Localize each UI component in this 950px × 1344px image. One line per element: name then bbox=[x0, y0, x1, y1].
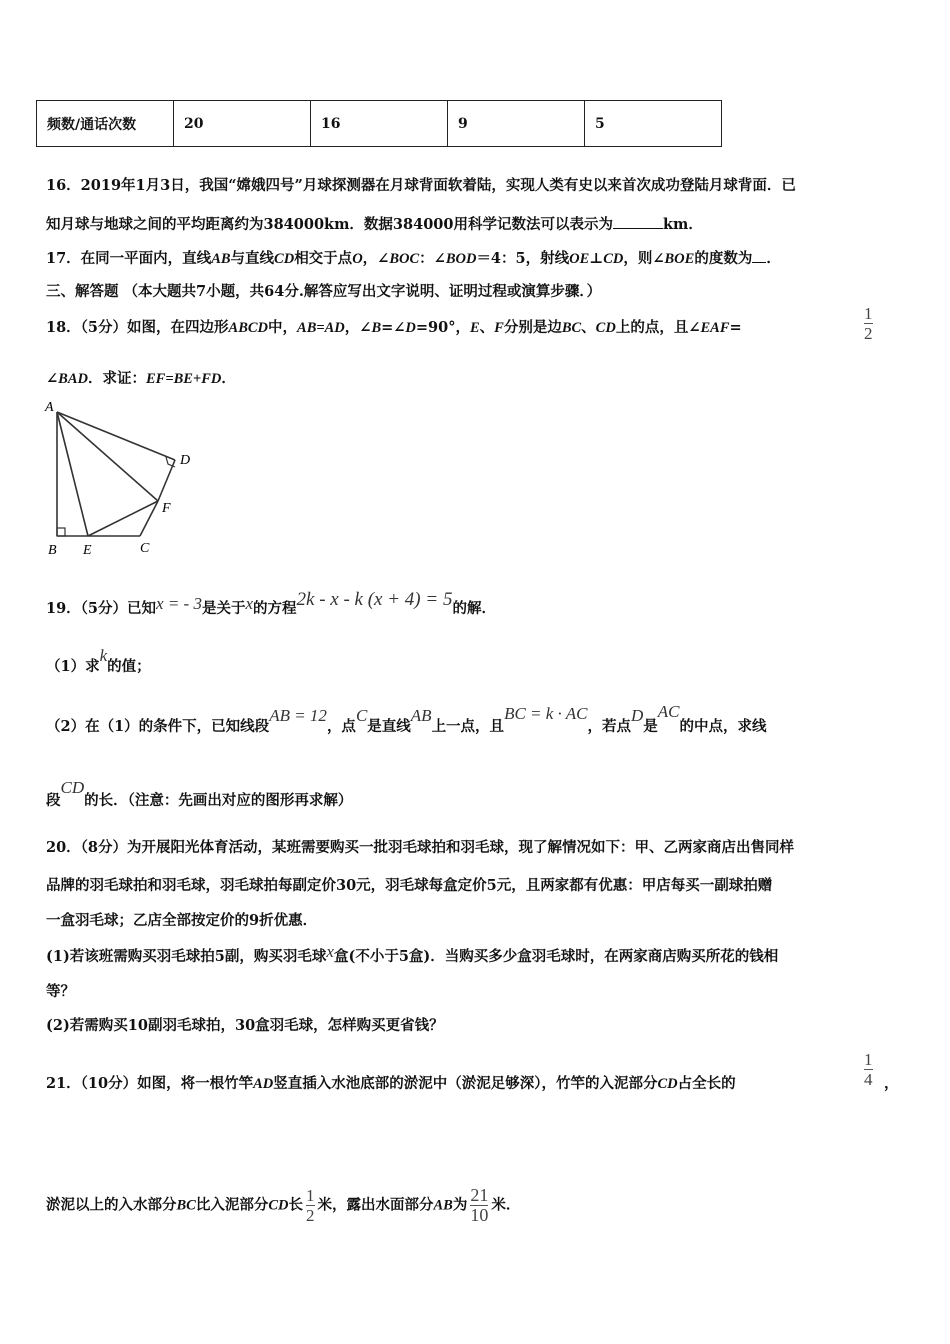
q19-part2 bbox=[46, 702, 767, 737]
q18-f: F bbox=[494, 320, 504, 336]
q20-s1-t1: (1)若该班需购买羽毛球拍5副，购买羽毛球 bbox=[46, 948, 327, 965]
q21-ad: AD bbox=[253, 1076, 274, 1092]
q21-m3: 长 bbox=[288, 1196, 303, 1214]
q19-line1 bbox=[46, 589, 496, 619]
q19-t4: 的解． bbox=[452, 600, 496, 617]
q19-p3-t1: 段 bbox=[46, 792, 61, 809]
q18-line1 bbox=[46, 318, 742, 338]
q17-t3: 相交于点 bbox=[294, 250, 353, 267]
table-row bbox=[37, 101, 722, 147]
q17-ab: AB bbox=[211, 251, 231, 267]
label-C: C bbox=[140, 541, 150, 556]
fraction-denominator: 2 bbox=[864, 324, 873, 343]
q17-boc: BOC bbox=[389, 251, 420, 267]
q19-t3: 的方程 bbox=[253, 600, 297, 617]
q18-line2 bbox=[46, 369, 236, 389]
section-heading: 三、解答题 （本大题共7小题，共64分.解答应写出文字说明、证明过程或演算步骤．） bbox=[46, 283, 602, 300]
q17-answer-blank bbox=[752, 248, 766, 263]
q21-ab: AB bbox=[433, 1197, 453, 1214]
q21-line1 bbox=[46, 1074, 736, 1094]
fraction-denominator: 2 bbox=[306, 1206, 315, 1225]
q17-cd: CD bbox=[274, 251, 295, 267]
q17-t5: ：∠ bbox=[419, 250, 446, 267]
q18-t3: ，∠ bbox=[344, 319, 372, 336]
q18-cond1: AB=AD bbox=[297, 320, 345, 336]
table-cell: 20 bbox=[174, 101, 311, 147]
q19-c: C bbox=[355, 706, 368, 725]
q19-p2-t3: 是直线 bbox=[367, 718, 411, 735]
q20-sub2: (2)若需购买10副羽毛球拍，30盒羽毛球，怎样购买更省钱？ bbox=[46, 1017, 444, 1034]
q19-p3-t2: 的长．（注意：先画出对应的图形再求解） bbox=[84, 792, 353, 809]
fraction-numerator: 21 bbox=[470, 1185, 489, 1205]
q20-sub1-cont: 等？ bbox=[46, 983, 75, 1000]
q18-t4: =∠ bbox=[381, 319, 406, 336]
q16-text1: 16．2019年1月3日，我国“嫦娥四号”月球探测器在月球背面软着陆，实现人类有史以来首次成功登陆月球背面．已 bbox=[46, 177, 796, 194]
q20-s1-t2: 盒(不小于5盒)．当购买多少盒羽毛球时，在两家商店购买所花的钱相 bbox=[333, 948, 779, 965]
q19-p2-t1: （2）在（1）的条件下，已知线段 bbox=[46, 718, 270, 735]
q16-line1 bbox=[46, 176, 796, 196]
q18-t10: = bbox=[729, 319, 742, 336]
q21-fraction-21-10 bbox=[470, 1186, 488, 1225]
q19-ac: AC bbox=[657, 702, 680, 721]
q18-t1: 18．（5分）如图，在四边形 bbox=[46, 319, 229, 336]
q18-cond3: D bbox=[405, 320, 416, 336]
q17-t4: ，∠ bbox=[362, 250, 390, 267]
q19-cd: CD bbox=[60, 778, 85, 797]
q19-x-value: x = - 3 bbox=[156, 594, 202, 613]
q20-line3: 一盒羽毛球；乙店全部按定价的9折优惠． bbox=[46, 912, 318, 929]
q16-text2: 知月球与地球之间的平均距离约为384000km．数据384000用科学记数法可以表示为 bbox=[46, 216, 613, 233]
label-A: A bbox=[45, 400, 54, 415]
q21-t1: 21．（10分）如图，将一根竹竿 bbox=[46, 1075, 254, 1092]
q21-m5: 为 bbox=[452, 1196, 468, 1214]
q18-t8: 、 bbox=[581, 319, 596, 336]
label-E: E bbox=[83, 543, 92, 558]
q17-cd2: CD bbox=[603, 251, 624, 267]
q19-d: D bbox=[630, 706, 644, 725]
q20-line1: 20．（8分）为开展阳光体育活动，某班需要购买一批羽毛球拍和羽毛球，现了解情况如下：甲、乙两家商店出售同样 bbox=[46, 839, 795, 856]
q21-fraction-quarter bbox=[864, 1050, 873, 1089]
q19-ab: AB bbox=[410, 706, 432, 725]
fraction-denominator: 4 bbox=[864, 1070, 873, 1089]
fraction-denominator: 10 bbox=[470, 1205, 489, 1225]
q21-t3: 占全长的 bbox=[677, 1075, 736, 1092]
q18-t12: ． bbox=[221, 370, 236, 387]
q18-bad: BAD bbox=[58, 371, 88, 387]
fraction-numerator: 1 bbox=[864, 1050, 873, 1069]
q19-equation: 2k - x - k (x + 4) = 5 bbox=[296, 589, 453, 610]
q18-t7: 分别是边 bbox=[503, 319, 562, 336]
table-cell: 9 bbox=[448, 101, 585, 147]
label-F: F bbox=[162, 501, 171, 516]
q17-t8: ，则∠ bbox=[623, 250, 665, 267]
q19-x: x bbox=[245, 594, 254, 613]
q21-m1: 淤泥以上的入水部分 bbox=[46, 1196, 177, 1214]
q18-cond2: B bbox=[371, 320, 382, 336]
q18-t9: 上的点，且∠ bbox=[615, 319, 701, 336]
q18-e: E bbox=[469, 320, 480, 336]
q21-t2: 竖直插入水池底部的淤泥中（淤泥足够深），竹竿的入泥部分 bbox=[273, 1075, 658, 1092]
q21-m2: 比入泥部分 bbox=[195, 1196, 269, 1214]
q17-t9: 的度数为 bbox=[694, 250, 753, 267]
q19-k: k bbox=[99, 646, 108, 665]
q18-fraction bbox=[864, 304, 873, 343]
q20-line2: 品牌的羽毛球拍和羽毛球，羽毛球拍每副定价30元，羽毛球每盒定价5元，且两家都有优惠：甲店每买一副球拍赠 bbox=[46, 877, 773, 894]
q19-p2-t2: ，点 bbox=[326, 718, 356, 735]
q17-boe: BOE bbox=[664, 251, 695, 267]
q21-line2 bbox=[46, 1186, 520, 1225]
q16-line2 bbox=[46, 214, 703, 235]
q19-p2-t5: ，若点 bbox=[587, 718, 631, 735]
q19-p1-text2: 的值； bbox=[107, 658, 151, 675]
q16-unit: km． bbox=[662, 216, 703, 233]
q21-bc: BC bbox=[176, 1197, 196, 1214]
q18-t6: 、 bbox=[479, 319, 495, 336]
label-B: B bbox=[48, 543, 57, 558]
q19-p2-t4: 上一点，且 bbox=[431, 718, 505, 735]
q20-x: x bbox=[326, 942, 334, 961]
q18-t2: 中， bbox=[268, 319, 298, 336]
q17-line bbox=[46, 248, 781, 269]
q19-t1: 19．（5分）已知 bbox=[46, 600, 157, 617]
q21-cd: CD bbox=[657, 1076, 678, 1092]
q19-part2-cont bbox=[46, 778, 353, 811]
q18-cd: CD bbox=[595, 320, 616, 336]
q18-abcd: ABCD bbox=[228, 320, 269, 336]
q18-t5: =90°， bbox=[415, 319, 470, 336]
q18-bc: BC bbox=[561, 320, 582, 336]
q19-ab-length: AB = 12 bbox=[269, 706, 327, 725]
q19-p2-t7: 的中点，求线 bbox=[679, 718, 767, 735]
q18-t11: ．求证： bbox=[87, 370, 146, 387]
q17-o: O bbox=[352, 251, 363, 267]
q17-bod: BOD bbox=[445, 251, 477, 267]
q21-m4: 米，露出水面部分 bbox=[317, 1196, 434, 1214]
q21-fraction-half bbox=[306, 1186, 315, 1225]
q19-p1-text: （1）求 bbox=[46, 658, 100, 675]
table-cell: 5 bbox=[585, 101, 722, 147]
q17-t2: 与直线 bbox=[230, 250, 275, 267]
q19-p2-t6: 是 bbox=[643, 718, 658, 735]
q17-t10: ． bbox=[766, 250, 781, 267]
table-header-cell: 频数/通话次数 bbox=[37, 101, 174, 147]
label-D: D bbox=[180, 453, 191, 468]
q17-t6: ＝4：5，射线 bbox=[476, 250, 570, 267]
frequency-table bbox=[36, 100, 722, 147]
q18-angle: ∠ bbox=[46, 370, 59, 387]
q19-t2: 是关于 bbox=[201, 600, 246, 617]
q17-oe: OE bbox=[569, 251, 590, 267]
q19-bc-equation: BC = k · AC bbox=[504, 704, 588, 723]
q18-proof-statement: EF=BE+FD bbox=[145, 371, 222, 387]
q21-cd2: CD bbox=[268, 1197, 289, 1214]
table-cell: 16 bbox=[311, 101, 448, 147]
q17-t1: 17．在同一平面内，直线 bbox=[46, 250, 212, 267]
q19-part1 bbox=[46, 646, 151, 677]
q21-m6: 米． bbox=[491, 1196, 521, 1214]
q16-answer-blank bbox=[613, 214, 663, 229]
q18-quadrilateral-figure bbox=[40, 396, 210, 561]
fraction-numerator: 1 bbox=[864, 304, 873, 323]
fraction-numerator: 1 bbox=[306, 1186, 315, 1205]
q20-sub1 bbox=[46, 942, 779, 967]
q18-eaf: EAF bbox=[700, 320, 730, 336]
q17-t7: ⊥ bbox=[589, 250, 604, 267]
q21-comma: ， bbox=[884, 1075, 899, 1092]
